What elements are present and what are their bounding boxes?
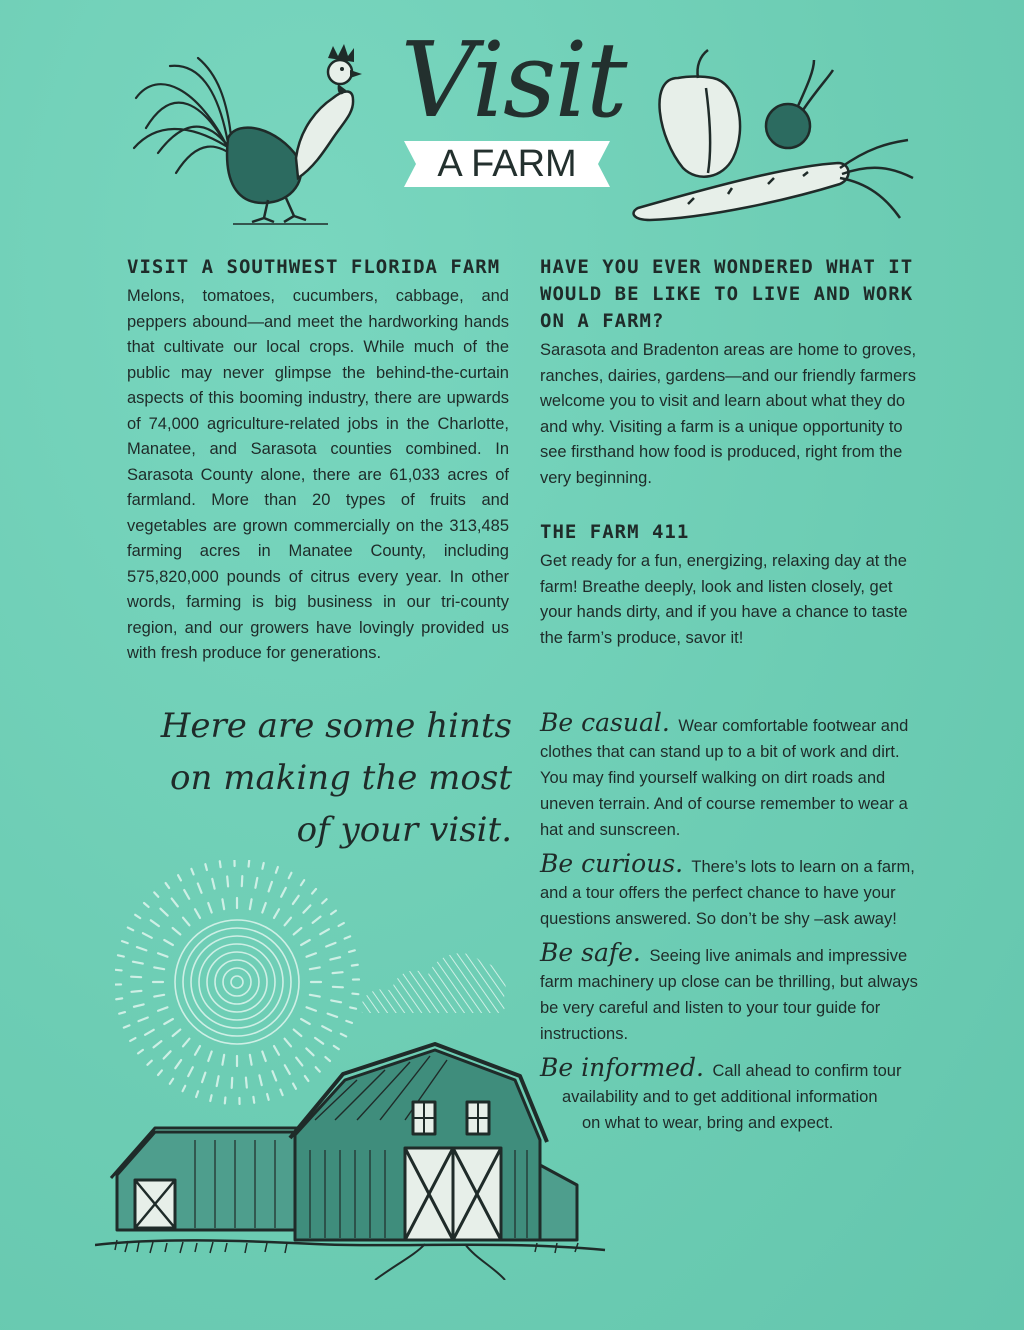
tip-text: Seeing live animals and impressive farm machinery up close can be thrilling, but always be very careful and listen to your tour guide for instructions. (540, 947, 918, 1043)
section-heading: HAVE YOU EVER WONDERED WHAT IT WOULD BE LIKE TO LIVE AND WORK ON A FARM? (540, 256, 914, 332)
tip-text: Call ahead to confirm tour (712, 1062, 902, 1080)
hints-line: on making the most (170, 758, 512, 798)
rooster-illustration (128, 28, 364, 228)
tip-text: availability and to get additional information (562, 1088, 878, 1106)
section-farm-411 (540, 519, 922, 651)
tip-lead: Be curious. (540, 849, 684, 878)
title-visit: Visit (400, 19, 626, 141)
hints-line: Here are some hints (160, 706, 512, 746)
tip-casual (540, 710, 925, 843)
cloud-illustration (358, 935, 510, 1017)
hints-heading (150, 700, 512, 856)
section-southwest (127, 254, 509, 667)
section-wondered (540, 254, 922, 491)
ribbon-label: A FARM (437, 143, 577, 185)
section-body: Sarasota and Bradenton areas are home to groves, ranches, dairies, gardens—and our friendly farmers welcome you to visit and learn about what they do and why. Visiting a farm is a unique opportunity to see firsthand how food is produced, right from the very beginning. (540, 341, 917, 487)
tip-text: Wear comfortable footwear and clothes that can stand up to a bit of work and dirt. You may find yourself walking on dirt roads and uneven terrain. And of course remember to wear a hat and sunscreen. (540, 717, 909, 839)
vegetables-illustration (628, 48, 918, 228)
tip-safe (540, 940, 925, 1047)
tip-lead: Be informed. (540, 1053, 704, 1082)
hints-line: of your visit. (296, 810, 512, 850)
section-heading: THE FARM 411 (540, 521, 690, 543)
tip-lead: Be safe. (540, 938, 641, 967)
tip-lead: Be casual. (540, 708, 670, 737)
tip-text: on what to wear, bring and expect. (582, 1114, 834, 1132)
section-body: Get ready for a fun, energizing, relaxing day at the farm! Breathe deeply, look and listen closely, get your hands dirty, and if you have a chance to taste the farm’s produce, savor it! (540, 552, 908, 647)
tip-text: There’s lots to learn on a farm, and a tour offers the perfect chance to have your questions answered. So don’t be shy –ask away! (540, 858, 915, 928)
barn-illustration (95, 1040, 615, 1280)
tip-curious (540, 851, 925, 932)
section-body: Melons, tomatoes, cucumbers, cabbage, and peppers abound—and meet the hardworking hands that cultivate our local crops. While much of the public may never glimpse the behind-the-curtain aspects of this booming industry, there are upwards of 74,000 agriculture-related jobs in the Charlotte, Manatee, and Sarasota counties combined. In Sarasota County alone, there are 61,033 acres of farmland. More than 20 types of fruits and vegetables are grown commercially on the 313,485 farming acres in Manatee County, including 575,820,000 pounds of citrus every year. In other words, farming is big business in our tri-county region, and our growers have lovingly provided us with fresh produce for generations. (127, 287, 509, 662)
section-heading: VISIT A SOUTHWEST FLORIDA FARM (127, 256, 501, 278)
